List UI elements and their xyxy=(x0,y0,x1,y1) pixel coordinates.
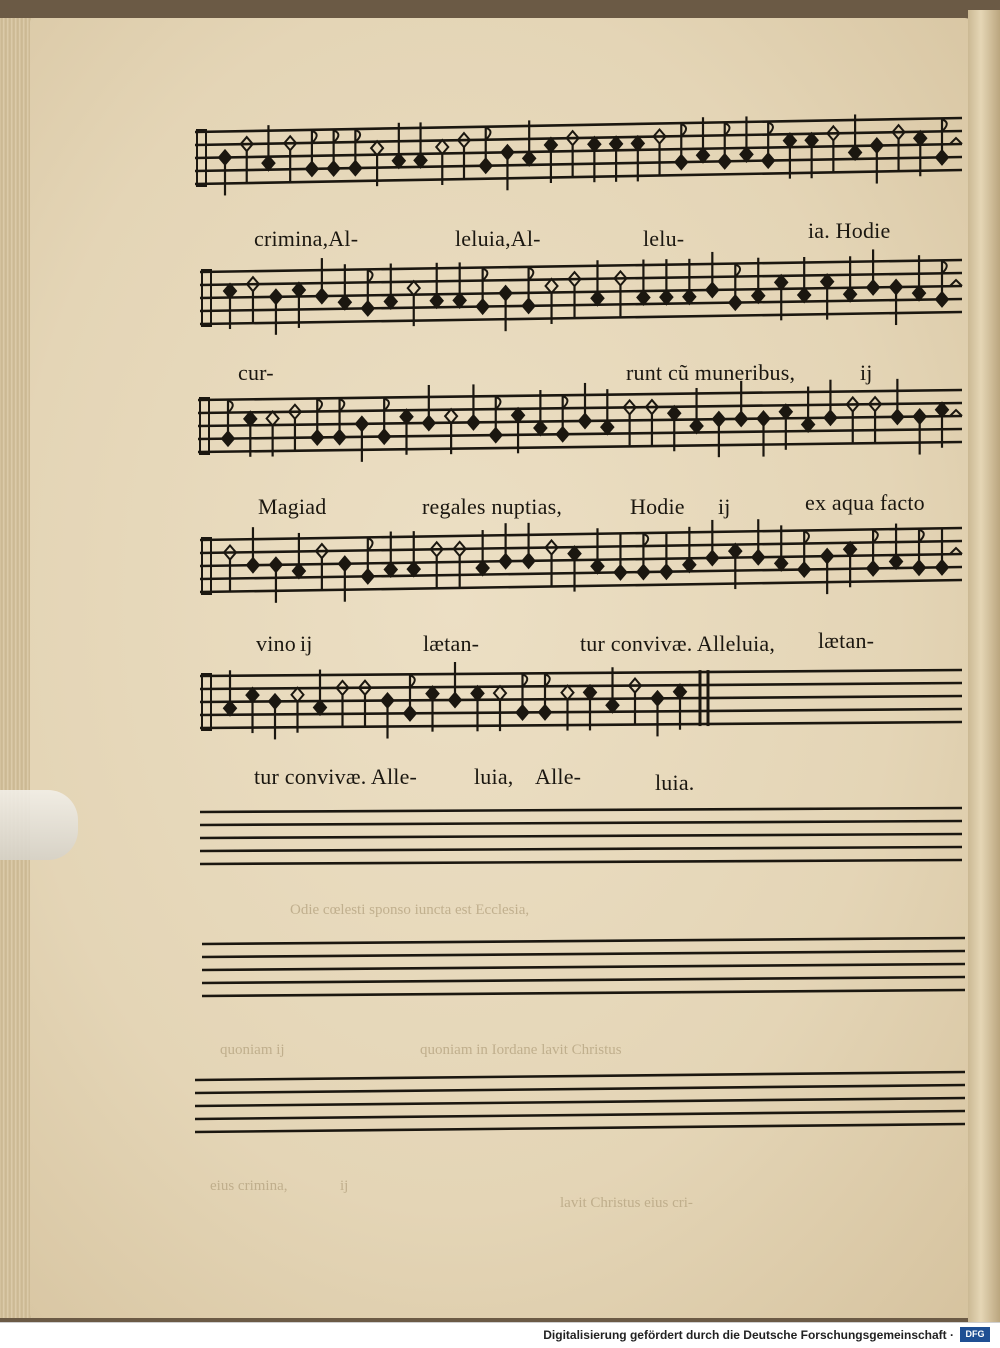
note-head xyxy=(798,562,810,576)
lyric-text: regales nuptias, xyxy=(422,494,563,519)
staff-line xyxy=(200,670,962,676)
note-head xyxy=(477,300,489,314)
note-head xyxy=(806,133,818,147)
note-head xyxy=(501,145,513,159)
note-head xyxy=(557,427,569,441)
staff-line xyxy=(202,951,965,957)
note-head xyxy=(378,430,390,444)
dfg-logo: DFG xyxy=(960,1327,990,1342)
note-head xyxy=(454,293,466,307)
note-head xyxy=(652,691,664,705)
note-head xyxy=(867,280,879,294)
staff-line xyxy=(198,390,962,400)
note-head xyxy=(480,159,492,173)
note-head xyxy=(292,688,304,702)
note-head xyxy=(311,430,323,444)
lyric-text: runt cũ muneribus, xyxy=(626,360,796,385)
note-head xyxy=(588,137,600,151)
note-head xyxy=(752,289,764,303)
note-head xyxy=(371,141,383,155)
note-head xyxy=(752,550,764,564)
note-head xyxy=(775,275,787,289)
note-head xyxy=(415,153,427,167)
note-head xyxy=(449,693,461,707)
note-head xyxy=(349,161,361,175)
note-head xyxy=(472,686,484,700)
staff-line xyxy=(195,1072,965,1080)
note-head xyxy=(269,694,281,708)
note-head xyxy=(936,560,948,574)
note-head xyxy=(523,554,535,568)
note-head xyxy=(775,556,787,570)
note-head xyxy=(408,562,420,576)
note-head xyxy=(539,705,551,719)
lyric-text: ia. Hodie xyxy=(808,218,891,243)
note-head xyxy=(436,140,448,154)
note-head xyxy=(591,559,603,573)
staff-line xyxy=(200,821,962,825)
lyric-text: lætan- xyxy=(818,628,875,653)
note-head xyxy=(339,557,351,571)
lyric-text: ex aqua facto xyxy=(805,490,925,515)
note-head xyxy=(890,280,902,294)
note-head xyxy=(913,561,925,575)
note-head xyxy=(382,694,394,708)
note-head xyxy=(270,558,282,572)
note-head xyxy=(467,415,479,429)
note-head xyxy=(706,551,718,565)
lyric-text: leluia,Al- xyxy=(455,226,541,251)
note-head xyxy=(314,701,326,715)
note-head xyxy=(668,406,680,420)
note-head xyxy=(293,283,305,297)
staff-line xyxy=(200,299,962,311)
note-head xyxy=(267,412,279,426)
note-head xyxy=(591,291,603,305)
note-head xyxy=(316,289,328,303)
staff-line xyxy=(200,847,962,851)
staff-line xyxy=(200,312,962,324)
note-head xyxy=(844,542,856,556)
note-head xyxy=(601,420,613,434)
lyric-text: lætan- xyxy=(423,631,480,656)
note-head xyxy=(427,687,439,701)
staff-line xyxy=(200,709,962,715)
bookmark-clip xyxy=(0,790,78,860)
lyric-text: Hodie xyxy=(630,494,685,519)
note-head xyxy=(224,701,236,715)
note-head xyxy=(660,290,672,304)
lyric-text: vino xyxy=(256,631,296,656)
lyric-text: ij xyxy=(860,360,873,385)
note-head xyxy=(821,275,833,289)
bleed-text: lavit Christus eius cri- xyxy=(560,1195,693,1211)
funding-credit: Digitalisierung gefördert durch die Deutsche Forschungsgemeinschaft · xyxy=(543,1328,954,1342)
bleed-text: ij xyxy=(340,1178,349,1194)
staff-line xyxy=(200,860,962,864)
note-head xyxy=(675,155,687,169)
note-head xyxy=(247,558,259,572)
note-head xyxy=(890,555,902,569)
lyric-text: ij xyxy=(718,494,731,519)
note-head xyxy=(431,294,443,308)
lyric-text: Magiad xyxy=(258,494,327,519)
note-head xyxy=(334,430,346,444)
note-head xyxy=(270,290,282,304)
staff-line xyxy=(198,442,962,452)
staff-line xyxy=(200,580,962,592)
note-head xyxy=(401,410,413,424)
note-head xyxy=(758,412,770,426)
note-head xyxy=(423,416,435,430)
staff-line xyxy=(200,683,962,689)
note-head xyxy=(871,139,883,153)
note-head xyxy=(404,706,416,720)
note-head xyxy=(494,686,506,700)
note-head xyxy=(490,428,502,442)
staff-line xyxy=(200,834,962,838)
note-head xyxy=(584,685,596,699)
note-head xyxy=(780,405,792,419)
staff-line xyxy=(200,528,962,540)
staff-line xyxy=(200,554,962,566)
staff-line xyxy=(202,938,965,944)
note-head xyxy=(802,418,814,432)
note-head xyxy=(614,565,626,579)
note-head xyxy=(445,409,457,423)
note-head xyxy=(523,299,535,313)
note-head xyxy=(523,151,535,165)
note-head xyxy=(569,547,581,561)
staff-line xyxy=(202,990,965,996)
note-head xyxy=(849,145,861,159)
bleed-text: quoniam in Iordane lavit Christus xyxy=(420,1042,622,1058)
note-head xyxy=(844,287,856,301)
staff-line xyxy=(200,567,962,579)
digitization-footer xyxy=(0,1322,1000,1348)
note-head xyxy=(500,554,512,568)
note-head xyxy=(867,561,879,575)
note-head xyxy=(408,281,420,295)
note-head xyxy=(244,412,256,426)
note-head xyxy=(512,408,524,422)
note-head xyxy=(936,292,948,306)
bleed-text: Odie cœlesti sponso iuncta est Ecclesia, xyxy=(290,902,530,918)
lyric-text: tur convivæ. Alleluia, xyxy=(580,631,776,656)
staff-line xyxy=(200,260,962,272)
note-head xyxy=(545,138,557,152)
note-head xyxy=(914,131,926,145)
note-head xyxy=(607,698,619,712)
note-head xyxy=(914,410,926,424)
staff-line xyxy=(202,977,965,983)
note-head xyxy=(362,301,374,315)
note-head xyxy=(610,137,622,151)
note-head xyxy=(546,279,558,293)
note-head xyxy=(356,417,368,431)
note-head xyxy=(740,147,752,161)
staff-line xyxy=(195,118,962,132)
note-head xyxy=(306,162,318,176)
note-head xyxy=(562,686,574,700)
note-head xyxy=(500,286,512,300)
bleed-text: eius crimina, xyxy=(210,1178,288,1194)
note-head xyxy=(385,562,397,576)
staff-line xyxy=(202,964,965,970)
note-head xyxy=(637,291,649,305)
bleed-text: quoniam ij xyxy=(220,1042,285,1058)
note-head xyxy=(697,148,709,162)
lyric-text: lelu- xyxy=(643,226,685,251)
note-head xyxy=(683,290,695,304)
note-head xyxy=(534,421,546,435)
note-head xyxy=(762,154,774,168)
staff-line xyxy=(200,808,962,812)
lyric-text: tur convivæ. Alle- xyxy=(254,764,418,789)
lyric-text: Alle- xyxy=(535,764,582,789)
note-head xyxy=(824,411,836,425)
note-head xyxy=(385,294,397,308)
note-head xyxy=(247,688,259,702)
note-head xyxy=(632,136,644,150)
lyric-text: luia, xyxy=(474,764,514,789)
note-head xyxy=(660,565,672,579)
note-head xyxy=(891,410,903,424)
staff-line xyxy=(195,1111,965,1119)
note-head xyxy=(674,685,686,699)
staff-line xyxy=(195,144,962,158)
staff-line xyxy=(195,1085,965,1093)
lyric-text: ij xyxy=(300,631,313,656)
note-head xyxy=(729,544,741,558)
note-head xyxy=(683,558,695,572)
lyric-text: luia. xyxy=(655,770,695,795)
staff-line xyxy=(200,722,962,728)
staff-line xyxy=(195,1098,965,1106)
note-head xyxy=(784,134,796,148)
note-head xyxy=(224,284,236,298)
note-head xyxy=(262,156,274,170)
note-head xyxy=(913,286,925,300)
note-head xyxy=(821,549,833,563)
note-head xyxy=(719,154,731,168)
note-head xyxy=(637,565,649,579)
note-head xyxy=(339,295,351,309)
note-head xyxy=(936,150,948,164)
note-head xyxy=(222,432,234,446)
note-head xyxy=(735,412,747,426)
staff-line xyxy=(195,1124,965,1132)
note-head xyxy=(328,161,340,175)
lyric-text: cur- xyxy=(238,360,274,385)
note-head xyxy=(798,288,810,302)
note-head xyxy=(936,403,948,417)
note-head xyxy=(477,561,489,575)
note-head xyxy=(579,414,591,428)
note-head xyxy=(691,419,703,433)
note-head xyxy=(706,283,718,297)
note-head xyxy=(219,150,231,164)
note-head xyxy=(713,412,725,426)
note-head xyxy=(362,569,374,583)
lyric-text: crimina,Al- xyxy=(254,226,359,251)
note-head xyxy=(517,705,529,719)
note-head xyxy=(293,564,305,578)
note-head xyxy=(393,154,405,168)
note-head xyxy=(729,296,741,310)
staff-line xyxy=(200,696,962,702)
